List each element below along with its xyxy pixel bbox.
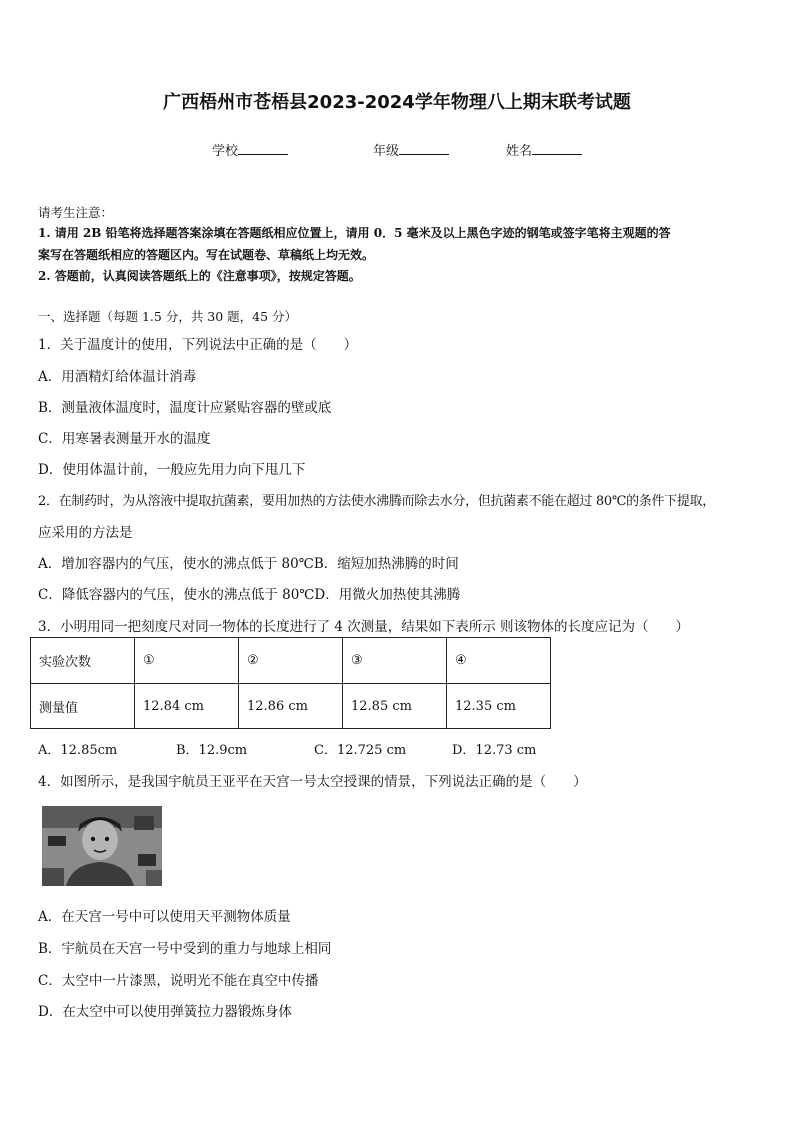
section-title: 一、选择题（每题 1.5 分，共 30 题，45 分）: [38, 309, 298, 324]
school-label: 学校: [212, 144, 239, 159]
q1-option-b: B．测量液体温度时，温度计应紧贴容器的壁或底: [38, 400, 332, 416]
table-cell: 12.35 cm: [447, 684, 551, 729]
grade-field: [373, 140, 449, 159]
table-cell: 测量值: [31, 684, 135, 729]
notice-heading: 请考生注意：: [38, 205, 114, 220]
school-blank: [238, 142, 288, 155]
q1-option-a: A．用酒精灯给体温计消毒: [38, 369, 197, 385]
q4-stem: 4．如图所示，是我国宇航员王亚平在天宫一号太空授课的情景，下列说法正确的是（ ）: [38, 774, 587, 790]
notice-item-1-line-2: 案写在答题纸相应的答题区内。写在试题卷、草稿纸上均无效。: [38, 248, 375, 262]
q4-option-d: D．在太空中可以使用弹簧拉力器锻炼身体: [38, 1004, 292, 1020]
q2-stem-line-2: 应采用的方法是: [38, 525, 133, 541]
grade-blank: [399, 142, 449, 155]
name-blank: [532, 142, 582, 155]
table-cell: ②: [239, 638, 343, 684]
q4-option-c: C．太空中一片漆黑，说明光不能在真空中传播: [38, 973, 319, 989]
astronaut-photo: [42, 806, 162, 886]
q2-stem-line-1: 2．在制药时，为从溶液中提取抗菌素，要用加热的方法使水沸腾而除去水分，但抗菌素不能在超过 80℃的条件下提取，: [38, 494, 715, 509]
table-cell: 实验次数: [31, 638, 135, 684]
school-field: [212, 140, 288, 159]
q4-option-a: A．在天宫一号中可以使用天平测物体质量: [38, 909, 291, 925]
q3-option-b: B．12.9cm: [176, 743, 248, 758]
q3-option-a: A．12.85cm: [38, 743, 118, 758]
q1-stem: 1．关于温度计的使用，下列说法中正确的是（ ）: [38, 337, 358, 353]
q1-option-c: C．用寒暑表测量开水的温度: [38, 431, 211, 447]
q3-option-c: C．12.725 cm: [314, 743, 407, 758]
name-label: 姓名: [506, 144, 533, 159]
exam-title: 广西梧州市苍梧县2023-2024学年物理八上期末联考试题: [163, 92, 631, 113]
measurement-table: [30, 637, 551, 729]
table-cell: ④: [447, 638, 551, 684]
name-field: [506, 140, 582, 159]
notice-item-2: 2. 答题前，认真阅读答题纸上的《注意事项》，按规定答题。: [38, 269, 361, 283]
q1-option-d: D．使用体温计前，一般应先用力向下甩几下: [38, 462, 306, 478]
table-cell: ①: [135, 638, 239, 684]
table-cell: 12.84 cm: [135, 684, 239, 729]
table-row: [31, 684, 551, 729]
table-cell: 12.85 cm: [343, 684, 447, 729]
q2-options-ab: A．增加容器内的气压，使水的沸点低于 80℃B．缩短加热沸腾的时间: [38, 556, 459, 572]
table-header-row: [31, 638, 551, 684]
q4-option-b: B．宇航员在天宫一号中受到的重力与地球上相同: [38, 941, 332, 957]
grade-label: 年级: [373, 144, 400, 159]
q2-options-cd: C．降低容器内的气压，使水的沸点低于 80℃D．用微火加热使其沸腾: [38, 587, 461, 603]
q3-stem: 3．小明用同一把刻度尺对同一物体的长度进行了 4 次测量，结果如下表所示 则该物体的长度应记为（ ）: [38, 619, 690, 635]
table-cell: 12.86 cm: [239, 684, 343, 729]
notice-item-1-line-1: 1. 请用 2B 铅笔将选择题答案涂填在答题纸相应位置上，请用 0．5 毫米及以上黑色字迹的钢笔或签字笔将主观题的答: [38, 226, 671, 240]
table-cell: ③: [343, 638, 447, 684]
q3-option-d: D．12.73 cm: [452, 743, 537, 758]
